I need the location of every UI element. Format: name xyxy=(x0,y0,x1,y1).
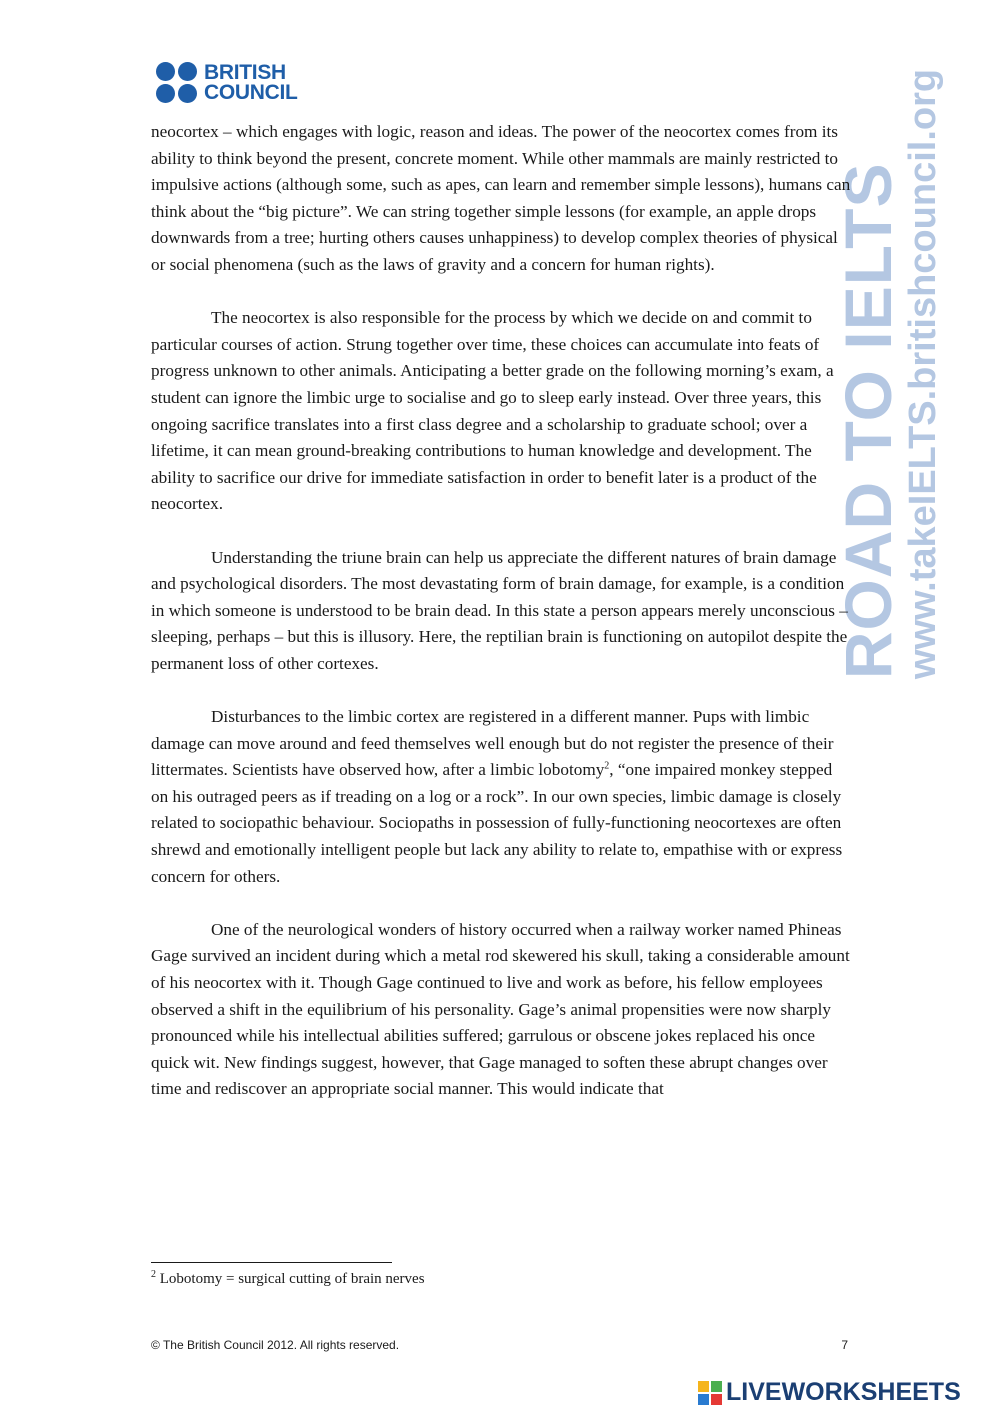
footnote-number: 2 xyxy=(151,1269,156,1280)
logo-line-1: BRITISH xyxy=(204,60,286,84)
watermark-url: www.takeIELTS.britishcouncil.org xyxy=(902,68,944,680)
article-body xyxy=(151,119,853,1130)
page-number: 7 xyxy=(841,1338,848,1352)
logo-text xyxy=(204,60,298,104)
footnote-text: Lobotomy = surgical cutting of brain nerves xyxy=(156,1271,425,1287)
paragraph-4 xyxy=(151,704,853,890)
copyright-text: © The British Council 2012. All rights reserved. xyxy=(151,1338,400,1352)
logo-line-2: COUNCIL xyxy=(204,80,298,104)
page-footer xyxy=(151,1338,848,1352)
paragraph-5: One of the neurological wonders of history occurred when a railway worker named Phineas Gage survived an incident during which a metal rod skewered his skull, taking a considerable amount of his neocortex with it. Though Gage continued to live and work as before, his fellow employees observed a shift in the equilibrium of his personality. Gage’s animal propensities were now sharply pronounced while his intellectual abilities suffered; garrulous or obscene jokes replaced his once quick wit. New findings suggest, however, that Gage managed to soften these abrupt changes over time and rediscover an appropriate social manner. This would indicate that xyxy=(151,919,850,1099)
paragraph-2: The neocortex is also responsible for the process by which we decide on and commit to particular courses of action. Strung together over time, these choices can accumulate into feats of progress unknown to other animals. Anticipating a better grade on the following morning’s exam, a student can ignore the limbic urge to socialise and go to sleep early instead. Over three years, this ongoing sacrifice translates into a first class degree and a scholarship to graduate school; over a lifetime, it can mean ground-breaking contributions to human knowledge and development. The ability to sacrifice our drive for immediate satisfaction in order to benefit later is a product of the neocortex. xyxy=(151,308,834,514)
liveworksheets-icon xyxy=(698,1381,722,1405)
logo-dots-icon xyxy=(156,62,197,103)
footnote-ref: 2 xyxy=(604,760,610,772)
british-council-logo xyxy=(156,62,298,103)
footnote xyxy=(151,1271,425,1288)
watermark-title: ROAD TO IELTS xyxy=(831,162,905,680)
paragraph-4-before: Disturbances to the limbic cortex are registered in a different manner. Pups with limbic damage can move around and feed themselves well enough but do not register the presence of their littermates. Scientists have observed how, after a limbic lobotomy xyxy=(151,707,834,780)
liveworksheets-logo xyxy=(698,1378,961,1407)
paragraph-4-after: , “one impaired monkey stepped on his outraged peers as if treading on a log or a rock”. In our own species, limbic damage is closely related to sociopathic behaviour. Sociopaths in possession of fully-functioning neocortexes are often shrewd and emotionally intelligent people but lack any ability to relate to, empathise with or express concern for others. xyxy=(151,760,843,886)
paragraph-3: Understanding the triune brain can help us appreciate the different natures of brain damage and psychological disorders. The most devastating form of brain damage, for example, is a condition in which someone is understood to be brain dead. In this state a person appears merely unconscious – sleeping, perhaps – but this is illusory. Here, the reptilian brain is functioning on autopilot despite the permanent loss of other cortexes. xyxy=(151,547,848,673)
paragraph-1: neocortex – which engages with logic, reason and ideas. The power of the neocortex comes from its ability to think beyond the present, concrete moment. While other mammals are mainly restricted to impulsive actions (although some, such as apes, can learn and remember simple lessons), humans can think about the “big picture”. We can string together simple lessons (for example, an apple drops downwards from a tree; hurting others causes unhappiness) to develop complex theories of physical or social phenomena (such as the laws of gravity and a concern for human rights). xyxy=(151,122,851,274)
footnote-divider xyxy=(151,1262,392,1263)
liveworksheets-text: LIVEWORKSHEETS xyxy=(726,1378,961,1406)
